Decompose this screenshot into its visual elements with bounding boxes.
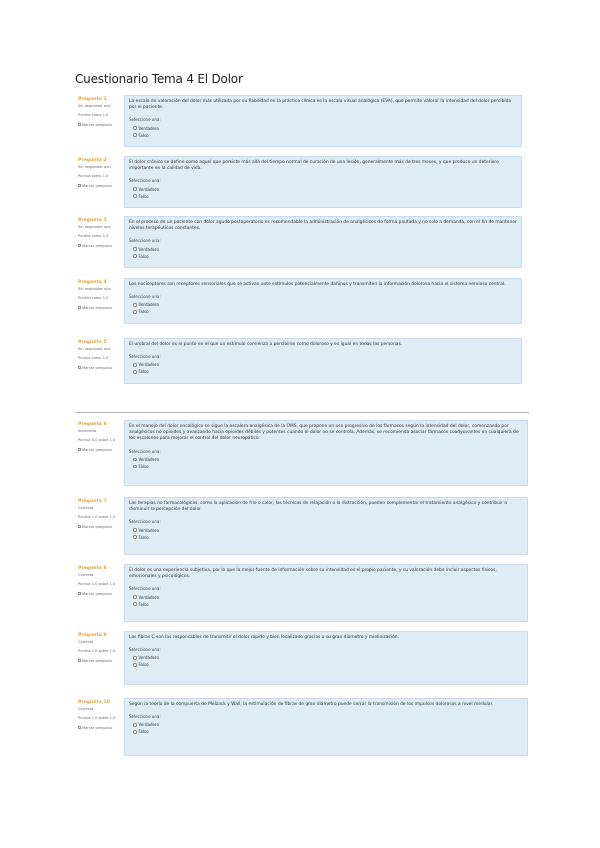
question-number: Pregunta 6 — [78, 422, 107, 427]
flag-question-label: Marcar pregunta — [82, 183, 112, 188]
question-content — [124, 95, 522, 147]
radio-button[interactable] — [133, 528, 137, 532]
question-state: Correcta — [78, 506, 94, 511]
question-content — [124, 698, 528, 756]
radio-button[interactable] — [133, 370, 137, 374]
question-mark: Puntúa como 1,0 — [78, 356, 109, 361]
flag-icon — [78, 244, 81, 247]
question-content — [124, 497, 528, 555]
option-label: Falso — [138, 253, 149, 259]
option-true[interactable] — [129, 456, 523, 463]
question-1 — [78, 95, 522, 147]
answer-prompt: Seleccione una: — [129, 238, 161, 244]
option-false[interactable] — [129, 253, 517, 260]
question-mark: Puntúa como 1,0 — [78, 296, 109, 301]
option-true[interactable] — [129, 125, 517, 132]
option-label: Falso — [138, 729, 149, 735]
answer-prompt: Seleccione una: — [129, 117, 161, 123]
option-label: Falso — [138, 132, 149, 138]
radio-button[interactable] — [133, 247, 137, 251]
option-label: Verdadero — [138, 186, 159, 192]
flag-question-label: Marcar pregunta — [82, 305, 112, 310]
radio-button[interactable] — [133, 602, 137, 606]
radio-button[interactable] — [133, 303, 137, 307]
question-6 — [78, 420, 528, 486]
option-label: Falso — [138, 193, 149, 199]
option-label: Falso — [138, 309, 149, 315]
option-label: Falso — [138, 601, 149, 607]
question-state: Sin responder aún — [78, 347, 111, 352]
answer-prompt: Seleccione una: — [129, 714, 161, 720]
option-label: Verdadero — [138, 594, 159, 600]
question-8 — [78, 564, 528, 622]
option-false[interactable] — [129, 368, 517, 375]
flag-question-label: Marcar pregunta — [82, 243, 112, 248]
option-false[interactable] — [129, 308, 517, 315]
question-text: El dolor es una experiencia subjetiva, por lo que la mejor fuente de información sobre su intensidad es el propio paciente, y su valoración debe incluir aspectos físicos, emocionales y psicológicos. — [129, 568, 497, 580]
flag-question-link[interactable] — [78, 525, 120, 530]
question-number: Pregunta 8 — [78, 566, 107, 571]
question-content — [124, 420, 528, 486]
answer-prompt: Seleccione una: — [129, 354, 161, 360]
option-label: Falso — [138, 463, 149, 469]
option-label: Verdadero — [138, 246, 159, 252]
flag-question-link[interactable] — [78, 123, 120, 128]
question-state: Sin responder aún — [78, 165, 111, 170]
flag-icon — [78, 448, 81, 451]
radio-button[interactable] — [133, 663, 137, 667]
option-label: Verdadero — [138, 456, 159, 462]
option-true[interactable] — [129, 246, 517, 253]
flag-icon — [78, 659, 81, 662]
question-content — [124, 338, 522, 384]
question-info — [78, 216, 120, 268]
option-true[interactable] — [129, 301, 517, 308]
flag-icon — [78, 525, 81, 528]
flag-question-link[interactable] — [78, 659, 120, 664]
option-label: Falso — [138, 534, 149, 540]
question-state: Sin responder aún — [78, 104, 111, 109]
answer-prompt: Seleccione una: — [129, 519, 161, 525]
flag-icon — [78, 366, 81, 369]
question-info — [78, 95, 120, 147]
flag-question-label: Marcar pregunta — [82, 447, 112, 452]
question-text: Las terapias no farmacológicas, como la aplicación de frío o calor, las técnicas de relajación o la distracción, pueden complementar el tratamiento analgésico y contribuir a disminuir la percepción del dolor. — [129, 501, 507, 513]
radio-button[interactable] — [133, 310, 137, 314]
option-true[interactable] — [129, 721, 523, 728]
option-false[interactable] — [129, 193, 517, 200]
question-9 — [78, 631, 528, 685]
question-info — [78, 564, 120, 622]
option-label: Verdadero — [138, 362, 159, 368]
question-mark: Puntúa 1,0 sobre 1,0 — [78, 582, 116, 587]
option-false[interactable] — [129, 728, 523, 735]
question-content — [124, 631, 528, 685]
option-label: Verdadero — [138, 302, 159, 308]
question-content — [124, 216, 522, 268]
answer-prompt: Seleccione una: — [129, 586, 161, 592]
option-label: Verdadero — [138, 655, 159, 661]
question-number: Pregunta 5 — [78, 340, 107, 345]
question-state: Correcta — [78, 640, 94, 645]
radio-button[interactable] — [133, 730, 137, 734]
question-text: Los nociceptores son receptores sensoriales que se activan ante estímulos potencialmente dañinos y transmiten la información dolorosa hacia el sistema nervioso central. — [129, 282, 506, 287]
question-state: Correcta — [78, 707, 94, 712]
question-number: Pregunta 4 — [78, 280, 107, 285]
question-mark: Puntúa como 1,0 — [78, 174, 109, 179]
question-text: Según la teoría de la compuerta de Melzack y Wall, la estimulación de fibras de gran diámetro puede cerrar la transmisión de los impulsos dolorosos a nivel medular. — [129, 702, 494, 707]
option-false[interactable] — [129, 534, 523, 541]
radio-button[interactable] — [133, 595, 137, 599]
question-info — [78, 420, 120, 486]
question-mark: Puntúa 1,0 sobre 1,0 — [78, 649, 116, 654]
option-true[interactable] — [129, 361, 517, 368]
question-text: Las fibras C son las responsables de transmitir el dolor rápido y bien localizado gracias a su gran diámetro y mielinización. — [129, 635, 399, 640]
radio-button[interactable] — [133, 458, 137, 462]
question-text: El dolor crónico se define como aquel que persiste más allá del tiempo normal de curación de una lesión, generalmente más de tres meses, y que produce un deterioro importante en la calidad de vida. — [129, 160, 499, 172]
flag-question-label: Marcar pregunta — [82, 591, 112, 596]
option-label: Verdadero — [138, 722, 159, 728]
question-mark: Puntúa como 1,0 — [78, 113, 109, 118]
option-false[interactable] — [129, 132, 517, 139]
question-4 — [78, 278, 522, 324]
question-text: La escala de valoración del dolor más utilizada por su fiabilidad en la práctica clínica es la escala visual analógica (EVA), que permite valorar la intensidad del dolor percibida por el paciente. — [129, 99, 512, 111]
question-content — [124, 564, 528, 622]
radio-button[interactable] — [133, 535, 137, 539]
radio-button[interactable] — [133, 363, 137, 367]
flag-icon — [78, 592, 81, 595]
question-mark: Puntúa como 1,0 — [78, 234, 109, 239]
question-content — [124, 156, 522, 208]
answer-prompt: Seleccione una: — [129, 178, 161, 184]
option-true[interactable] — [129, 186, 517, 193]
question-info — [78, 338, 120, 384]
answer-prompt: Seleccione una: — [129, 294, 161, 300]
option-true[interactable] — [129, 594, 523, 601]
question-7 — [78, 497, 528, 555]
page-title: Cuestionario Tema 4 El Dolor — [75, 72, 243, 86]
flag-question-label: Marcar pregunta — [82, 725, 112, 730]
question-10 — [78, 698, 528, 756]
question-info — [78, 698, 120, 756]
question-5 — [78, 338, 522, 384]
radio-button[interactable] — [133, 187, 137, 191]
radio-button[interactable] — [133, 254, 137, 258]
flag-question-label: Marcar pregunta — [82, 122, 112, 127]
radio-button[interactable] — [133, 656, 137, 660]
question-content — [124, 278, 522, 324]
answer-prompt: Seleccione una: — [129, 647, 161, 653]
question-number: Pregunta 9 — [78, 633, 107, 638]
question-text: En el manejo del dolor oncológico se sigue la escalera analgésica de la OMS, que propone un uso progresivo de los fármacos según la intensidad del dolor, comenzando por analgésicos no opioides y avanzando hacia opioides débiles y potentes cuando el dolor no se controla. Además, se recomienda asociar fármacos coadyuvantes en cualquiera de los escalones para mejorar el control del dolor neuropático. — [129, 424, 519, 442]
flag-icon — [78, 123, 81, 126]
question-info — [78, 156, 120, 208]
radio-button[interactable] — [133, 465, 137, 469]
flag-question-link[interactable] — [78, 184, 120, 189]
radio-button[interactable] — [133, 126, 137, 130]
question-number: Pregunta 7 — [78, 499, 107, 504]
question-3 — [78, 216, 522, 268]
option-label: Verdadero — [138, 125, 159, 131]
question-mark: Puntúa 1,0 sobre 1,0 — [78, 716, 116, 721]
page-divider — [75, 412, 529, 413]
flag-question-label: Marcar pregunta — [82, 365, 112, 370]
option-label: Verdadero — [138, 527, 159, 533]
question-number: Pregunta 10 — [78, 700, 110, 705]
flag-question-label: Marcar pregunta — [82, 658, 112, 663]
question-info — [78, 631, 120, 685]
question-info — [78, 278, 120, 324]
question-2 — [78, 156, 522, 208]
question-number: Pregunta 3 — [78, 218, 107, 223]
flag-icon — [78, 184, 81, 187]
flag-question-link[interactable] — [78, 448, 120, 453]
option-true[interactable] — [129, 527, 523, 534]
question-text: El umbral del dolor es el punto en el que un estímulo comienza a percibirse como doloroso y es igual en todas las personas. — [129, 342, 403, 347]
radio-button[interactable] — [133, 133, 137, 137]
option-false[interactable] — [129, 601, 523, 608]
question-mark: Puntúa 0,0 sobre 1,0 — [78, 438, 116, 443]
question-number: Pregunta 2 — [78, 158, 107, 163]
radio-button[interactable] — [133, 194, 137, 198]
flag-question-link[interactable] — [78, 244, 120, 249]
question-state: Incorrecta — [78, 429, 97, 434]
question-state: Correcta — [78, 573, 94, 578]
question-state: Sin responder aún — [78, 225, 111, 230]
question-mark: Puntúa 1,0 sobre 1,0 — [78, 515, 116, 520]
question-number: Pregunta 1 — [78, 97, 107, 102]
flag-question-link[interactable] — [78, 366, 120, 371]
option-true[interactable] — [129, 654, 523, 661]
flag-question-link[interactable] — [78, 306, 120, 311]
question-text: En el proceso de un paciente con dolor agudo postoperatorio es recomendable la administración de analgésicos de forma pautada y no solo a demanda, con el fin de mantener niveles terapéuticos constantes. — [129, 220, 517, 232]
radio-button[interactable] — [133, 723, 137, 727]
answer-prompt: Seleccione una: — [129, 448, 161, 454]
option-label: Falso — [138, 369, 149, 375]
question-state: Sin responder aún — [78, 287, 111, 292]
option-false[interactable] — [129, 661, 523, 668]
option-label: Falso — [138, 662, 149, 668]
question-info — [78, 497, 120, 555]
flag-icon — [78, 726, 81, 729]
flag-icon — [78, 306, 81, 309]
flag-question-link[interactable] — [78, 726, 120, 731]
flag-question-label: Marcar pregunta — [82, 524, 112, 529]
flag-question-link[interactable] — [78, 592, 120, 597]
option-false[interactable] — [129, 463, 523, 470]
